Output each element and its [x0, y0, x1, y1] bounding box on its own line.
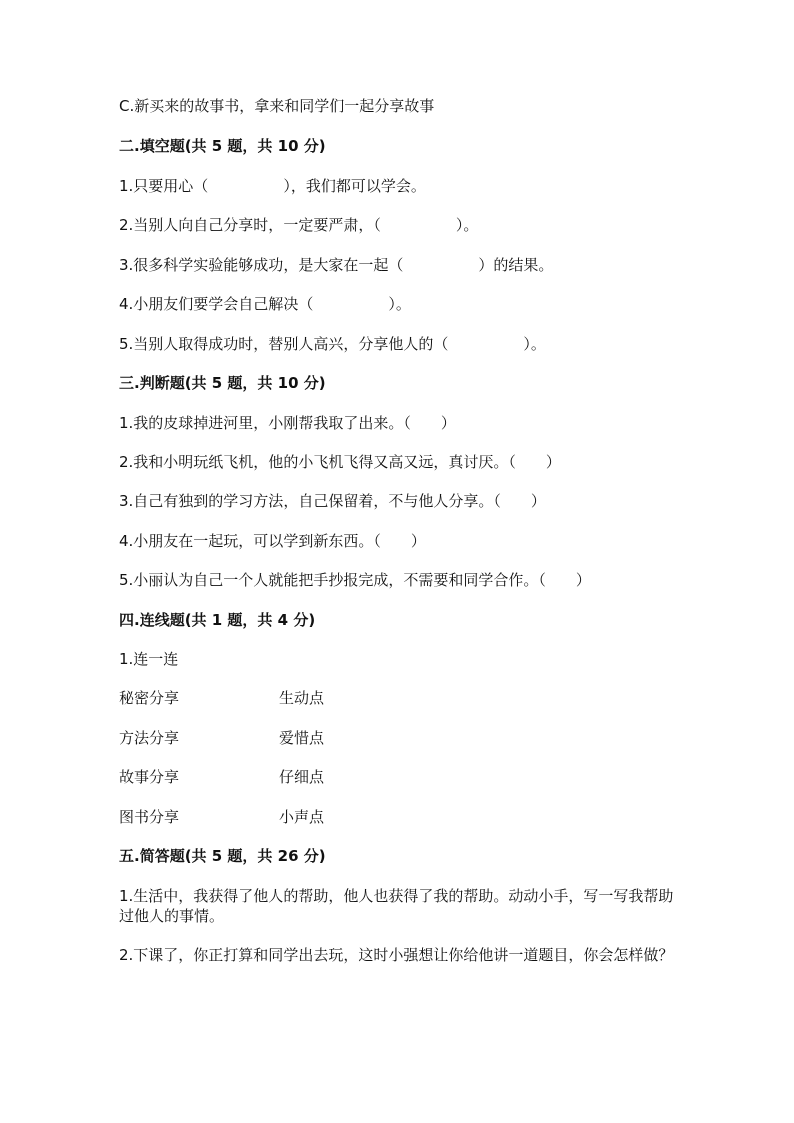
- matching-left-item: 秘密分享: [119, 689, 180, 707]
- fill-blank-item: 5.当别人取得成功时，替别人高兴，分享他人的（ ）。: [119, 335, 546, 353]
- matching-left-item: 方法分享: [119, 729, 180, 747]
- true-false-item: 1.我的皮球掉进河里，小刚帮我取了出来。（ ）: [119, 414, 456, 432]
- prev-question-option-c: C.新买来的故事书，拿来和同学们一起分享故事: [119, 97, 435, 115]
- matching-right-item: 小声点: [279, 808, 325, 826]
- matching-right-item: 爱惜点: [279, 729, 325, 747]
- matching-right-item: 仔细点: [279, 768, 325, 786]
- matching-left-item: 图书分享: [119, 808, 180, 826]
- matching-question: 1.连一连: [119, 650, 179, 668]
- fill-blank-item: 4.小朋友们要学会自己解决（ ）。: [119, 295, 411, 313]
- short-answer-item: 2.下课了，你正打算和同学出去玩，这时小强想让你给他讲一道题目，你会怎样做？: [119, 946, 674, 964]
- matching-right-item: 生动点: [279, 689, 325, 707]
- section4-heading: 四.连线题(共 1 题，共 4 分): [119, 611, 316, 629]
- fill-blank-item: 1.只要用心（ ），我们都可以学会。: [119, 177, 426, 195]
- true-false-item: 3.自己有独到的学习方法，自己保留着，不与他人分享。（ ）: [119, 492, 546, 510]
- section2-heading: 二.填空题(共 5 题，共 10 分): [119, 137, 326, 155]
- section3-heading: 三.判断题(共 5 题，共 10 分): [119, 374, 326, 392]
- fill-blank-item: 2.当别人向自己分享时，一定要严肃，（ ）。: [119, 216, 479, 234]
- section5-heading: 五.简答题(共 5 题，共 26 分): [119, 847, 326, 865]
- short-answer-item: 1.生活中，我获得了他人的帮助，他人也获得了我的帮助。动动小手，写一写我帮助过他人的事情。: [119, 887, 674, 925]
- true-false-item: 2.我和小明玩纸飞机，他的小飞机飞得又高又远，真讨厌。（ ）: [119, 453, 561, 471]
- true-false-item: 4.小朋友在一起玩，可以学到新东西。（ ）: [119, 532, 426, 550]
- matching-left-item: 故事分享: [119, 768, 180, 786]
- true-false-item: 5.小丽认为自己一个人就能把手抄报完成，不需要和同学合作。（ ）: [119, 571, 591, 589]
- fill-blank-item: 3.很多科学实验能够成功，是大家在一起（ ）的结果。: [119, 256, 554, 274]
